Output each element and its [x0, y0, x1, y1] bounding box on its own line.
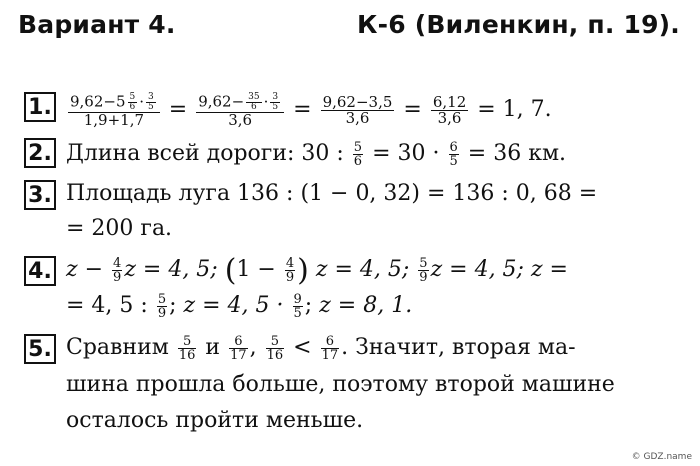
task-4-fraction-1: $\frac{4}{9}$ [113, 255, 122, 285]
task-number-2: 2. [24, 138, 56, 168]
task-1-fraction-3: $\frac{9,62-3,5}{3,6}$ [322, 92, 393, 127]
task-1-f1-numerator: 9,62−5 $\frac{5}{6}$ · $\frac{3}{5}$ [68, 93, 160, 113]
task-1-f1-denominator: 1,9+1,7 [83, 110, 145, 129]
task-number-5: 5. [24, 334, 56, 364]
task-5-line-3: осталось пройти меньше. [66, 408, 364, 433]
task-number-4: 4. [24, 256, 56, 286]
equals-sign: = [403, 97, 422, 122]
inner-fraction: $\frac{35}{6}$ [248, 91, 260, 112]
task-number-1: 1. [24, 92, 56, 122]
task-5-fraction-3: $\frac{5}{16}$ [266, 333, 284, 363]
task-1-f2-denominator: 3,6 [228, 110, 253, 129]
watermark: © GDZ.name [631, 452, 692, 462]
mixed-fraction: $\frac{5}{6}$ [129, 91, 136, 112]
variant-title: Вариант 4. [18, 10, 176, 39]
equals-sign: = [293, 97, 312, 122]
task-5-fraction-4: $\frac{6}{17}$ [321, 333, 339, 363]
task-4-fraction-2: $\frac{4}{9}$ [285, 255, 295, 285]
inner-fraction: $\frac{3}{5}$ [272, 91, 279, 112]
task-1-expression [66, 90, 552, 130]
equals-sign: = [168, 97, 188, 122]
task-5-line-1: Сравним $\frac{5}{16}$ и $\frac{6}{17}$ , $\frac{5}{16}$ < $\frac{6}{17}$ . Значит, вторая ма- [66, 333, 576, 363]
multiplier-fraction: $\frac{3}{5}$ [148, 91, 154, 112]
task-2-fraction-1: $\frac{5}{6}$ [353, 139, 363, 169]
task-1-result: = 1, 7. [477, 97, 552, 122]
task-number-3: 3. [24, 180, 56, 210]
task-5-line-2: шина прошла больше, поэтому второй машине [66, 372, 615, 397]
task-5-fraction-2: $\frac{6}{17}$ [230, 333, 247, 363]
task-4-fraction-4: $\frac{5}{9}$ [157, 291, 167, 321]
task-4-line-1: z − $\frac{4}{9}$ z = 4, 5; (1 − $\frac{4}{9}$ ) z = 4, 5; $\frac{5}{9}$ z = 4, 5; z = [66, 253, 568, 288]
task-1-fraction-2 [196, 93, 284, 128]
task-2-text: Длина всей дороги: 30 : $\frac{5}{6}$ = 30 · $\frac{6}{5}$ = 36 км. [66, 139, 567, 169]
task-3-line-1: Площадь луга 136 : (1 − 0, 32) = 136 : 0, 68 = [66, 181, 598, 206]
task-1-fraction-4: $\frac{6,12}{3,6}$ [432, 92, 467, 127]
task-2-fraction-2: $\frac{6}{5}$ [449, 139, 458, 169]
task-4-fraction-5: $\frac{9}{5}$ [293, 291, 302, 321]
task-4-line-2: = 4, 5 : $\frac{5}{9}$ ; z = 4, 5 · $\frac{9}{5}$ ; z = 8, 1. [66, 291, 413, 321]
work-title: К-6 (Виленкин, п. 19). [357, 10, 680, 39]
task-1-f2-numerator: 9,62− $\frac{35}{6}$ · $\frac{3}{5}$ [196, 93, 284, 113]
task-1-fraction-1 [68, 93, 160, 128]
task-3-line-2: = 200 га. [66, 216, 173, 241]
task-4-fraction-3: $\frac{5}{9}$ [419, 255, 428, 285]
task-5-fraction-1: $\frac{5}{16}$ [178, 333, 196, 363]
